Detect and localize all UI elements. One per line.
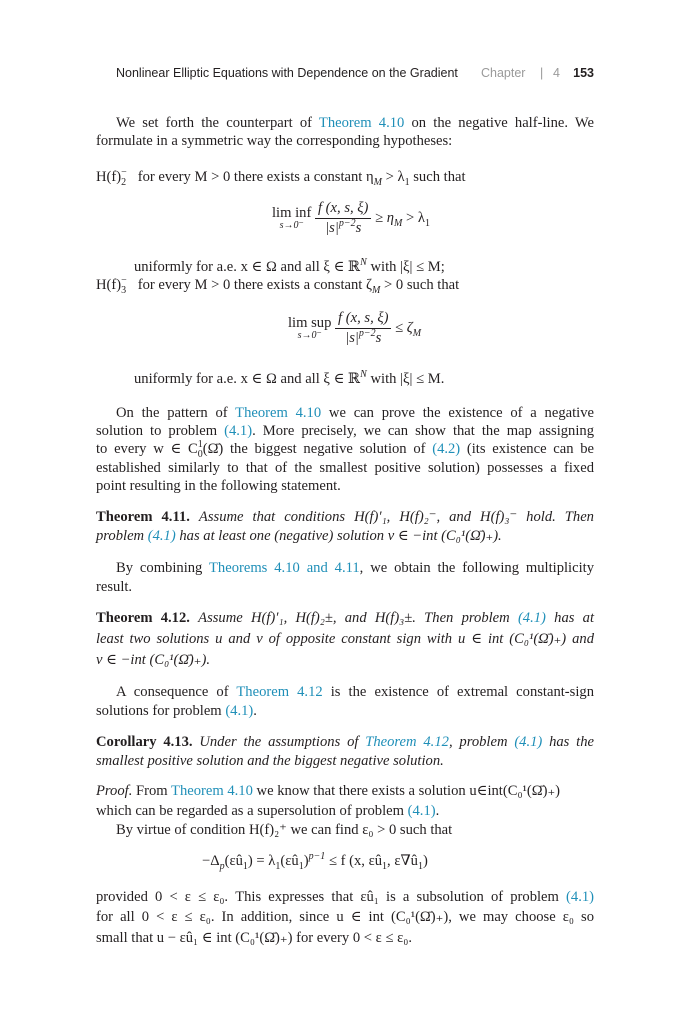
uniformly-line-2: uniformly for a.e. x ∈ Ω and all ξ ∈ ℝ$^N$ with |ξ| ≤ M. [134,369,445,387]
proof-line-4: provided 0 < ε ≤ ε₀. This expresses that εû₁ is a subsolution of problem (4.1) [96,889,594,905]
link-problem-4-1[interactable]: (4.1) [225,703,254,719]
link-problem-4-1[interactable]: (4.1) [407,803,436,819]
equation-limsup: lim sup s→0⁻ $\frac{f (x, s, \xi)}{|s|^{p-2}s}$ ≤ $\zeta_M$ [288,310,422,346]
paragraph-2-line-3: to every w ∈ $C_0^1(\Omegā)$ the biggest negative solution of (4.2) (its existence can be [96,439,595,460]
uniformly-line-1: uniformly for a.e. x ∈ Ω and all ξ ∈ ℝ$^N$ with |ξ| ≤ M; [134,257,445,275]
paragraph-intro-line-2: formulate in a symmetric way the corresponding hypotheses: [96,133,453,149]
paragraph-2-line-2: solution to problem (4.1). More precisely, we can show that the map assigning [96,423,594,439]
link-problem-4-1[interactable]: (4.1) [147,528,176,544]
paragraph-3-line-1: By combining Theorems 4.10 and 4.11, we obtain the following multiplicity [116,560,594,576]
hypothesis-h3-minus: $H(f)_3^-$ for every M > 0 there exists a constant $\zeta_M > 0$ such that [96,275,460,296]
corollary-4-13-line-1: Corollary 4.13. Under the assumptions of Theorem 4.12, problem (4.1) has the [96,734,595,750]
equation-p-laplacian: $-\Delta_p(\varepsilon û_1)$ = $\lambda_1(\varepsilon û_1)^{p-1} \le f$ (x, $\varepsilon û_1$, $\varepsilon\nabla û_1$) [202,851,428,872]
theorem-4-11-line-1: Theorem 4.11. Assume that conditions H(f)′₁, H(f)₂⁻, and H(f)₃⁻ hold. Then [96,509,594,525]
theorem-4-12-line-1: Theorem 4.12. Assume H(f)′₁, H(f)₂±, and H(f)₃±. Then problem (4.1) has at [96,610,595,626]
paragraph-2-line-1: On the pattern of Theorem 4.10 we can prove the existence of a negative [116,405,594,421]
link-theorem-4-10[interactable]: Theorem 4.10 [235,405,322,421]
link-theorems-4-10-4-11[interactable]: Theorems 4.10 and 4.11 [209,560,360,576]
link-theorem-4-12[interactable]: Theorem 4.12 [365,734,449,750]
paragraph-intro-line-1: We set forth the counterpart of Theorem 4.10 on the negative half-line. We [116,115,594,131]
paragraph-4-line-2: solutions for problem (4.1). [96,703,257,719]
equation-liminf: lim inf s→0⁻ $\frac{f (x, s, \xi)}{|s|^{p-2}s}$ ≥ $\eta_M > \lambda_1$ [272,200,430,236]
theorem-4-11-line-2: problem (4.1) has at least one (negative) solution v ∈ −int (C₀¹(Ω̄)₊). [96,528,502,544]
proof-line-6: small that u − εû₁ ∈ int (C₀¹(Ω̄)₊) for every 0 < ε ≤ ε₀. [96,930,412,946]
running-title: Nonlinear Elliptic Equations with Dependence on the Gradient [116,66,458,80]
link-problem-4-2[interactable]: (4.2) [432,441,461,457]
proof-line-3: By virtue of condition H(f)₂⁺ we can find ε₀ > 0 such that [116,822,453,838]
link-problem-4-1[interactable]: (4.1) [517,610,546,626]
proof-line-5: for all 0 < ε ≤ ε₀. In addition, since u ∈ int (C₀¹(Ω̄)₊), we may choose ε₀ so [96,909,594,925]
proof-line-2: which can be regarded as a supersolution of problem (4.1). [96,803,440,819]
link-theorem-4-10[interactable]: Theorem 4.10 [171,783,253,799]
chapter-number: 4 [553,66,560,80]
link-problem-4-1[interactable]: (4.1) [514,734,543,750]
proof-line-1: Proof. From Theorem 4.10 we know that there exists a solution u∈int(C₀¹(Ω̄)₊) [96,783,561,799]
theorem-4-12-line-2: least two solutions u and v of opposite constant sign with u ∈ int (C₀¹(Ω̄)₊) and [96,631,594,647]
proof-label: Proof. [96,783,133,799]
corollary-4-13-line-2: smallest positive solution and the biggest negative solution. [96,753,444,769]
page-number: 153 [573,66,594,80]
paragraph-4-line-1: A consequence of Theorem 4.12 is the existence of extremal constant-sign [116,684,594,700]
running-header [116,66,594,86]
link-problem-4-1[interactable]: (4.1) [224,423,253,439]
paragraph-2-line-5: point resulting in the following statement. [96,478,341,494]
paragraph-2-line-4: established similarly to that of the smallest positive solution) possesses a fixed [96,460,594,476]
chapter-label: Chapter [481,66,526,80]
link-theorem-4-10[interactable]: Theorem 4.10 [318,115,405,131]
hypothesis-h2-minus: $H(f)_2^-$ for every M > 0 there exists a constant $\eta_M > \lambda_1$ such that [96,167,466,188]
paragraph-3-line-2: result. [96,579,133,595]
link-theorem-4-12[interactable]: Theorem 4.12 [236,684,323,700]
header-separator: | [540,66,544,80]
theorem-4-12-line-3: v ∈ −int (C₀¹(Ω̄)₊). [96,652,211,668]
link-problem-4-1[interactable]: (4.1) [566,889,594,905]
